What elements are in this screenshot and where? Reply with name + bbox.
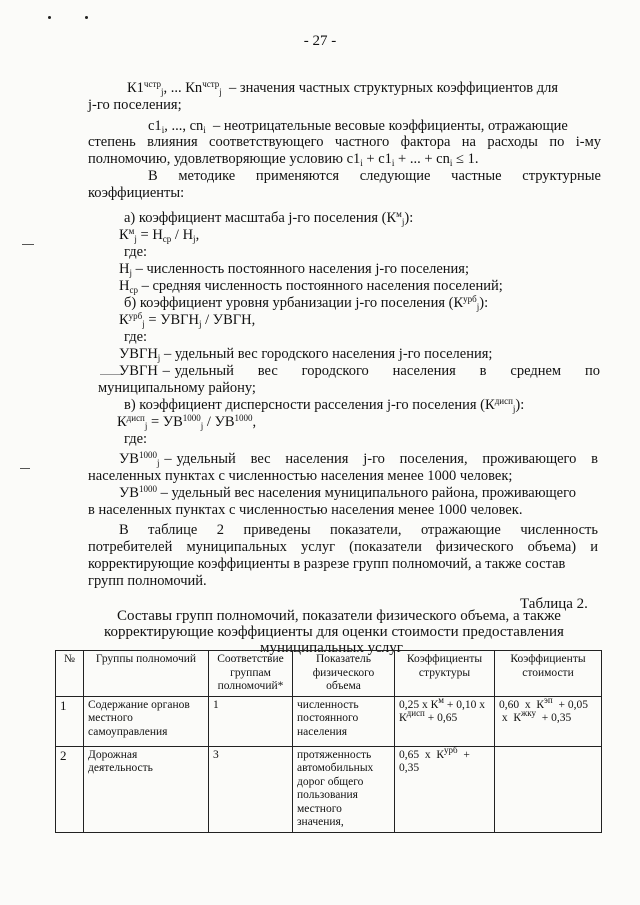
text-line: $К^{дисп}_j = УВ^{1000}_j / УВ^{1000}$, [117,413,257,431]
text-line: степень влияния соответствующего частного фактора на расходы по i-му [88,134,601,150]
text-line: $c1_i$, ..., $cn_i$ – неотрицательные весовые коэффициенты, отражающие [148,118,568,135]
row-indicator: протяженность автомобильных дорог общего пользования местного значения, [293,746,395,832]
text-line: полномочию, удовлетворяющие условию $c1_i + c1_i$ + ... + $cn_i \le 1$. [88,151,479,168]
row-num: 1 [56,696,84,746]
scan-speck [85,16,88,19]
text-line: $К^м_j = Н_{ср} / Н_j$, [119,226,200,244]
text-line: $Н_j$ – численность постоянного населения j-го поселения; [119,261,469,278]
table-header-row [56,651,602,697]
table-row [56,696,602,746]
text-line: где: [124,244,148,260]
row-match: 3 [209,746,293,832]
text-line: населенных пунктах с численностью населения менее 1000 человек; [88,468,513,484]
text-line: б) коэффициент уровня урбанизации j-го поселения $(К^{урб}_j)$: [124,294,489,312]
text-line: $УВ^{1000}$ – удельный вес населения муниципального района, проживающего [119,484,576,501]
row-group: Дорожная деятельность [84,746,209,832]
text-line: УВГН – удельный вес городского населения в среднем по [119,363,600,379]
row-num: 2 [56,746,84,832]
header-structure: Коэффициенты структуры [395,651,495,697]
row-structure: 0,25 х $К^м + 0,10$ х $К^{дисп} + 0,65$ [395,696,495,746]
table-label: Таблица 2. [520,596,588,612]
text-line: в) коэффициент дисперсности расселения j-го поселения $(К^{дисп}_j)$: [124,396,525,414]
text-line: групп полномочий. [88,573,207,589]
text-line: $Н_{ср}$ – средняя численность постоянного населения поселений; [119,278,503,295]
row-cost [495,746,602,832]
text-line: $К1^{чстр}_j$, ... $Кn^{чстр}_j$ – значения частных структурных коэффициентов для [127,79,559,97]
data-table [55,650,602,833]
scan-speck [48,16,51,19]
row-group: Содержание органов местного самоуправления [84,696,209,746]
text-line: потребителей муниципальных услуг (показатели физического объема) и [88,539,598,555]
row-indicator: численность постоянного населения [293,696,395,746]
table-caption-line-2: корректирующие коэффициенты для оценки стоимости предоставления [104,624,564,640]
header-groups: Группы полномочий [84,651,209,697]
text-line: где: [124,329,148,345]
text-line: В таблице 2 приведены показатели, отражающие численность [119,522,598,538]
margin-mark [22,244,34,245]
header-indicator: Показатель физического объема [293,651,395,697]
text-line: В методике применяются следующие частные структурные [148,168,601,184]
text-line: а) коэффициент масштаба j-го поселения $(К^м_j)$: [124,209,414,227]
row-cost: 0,60 х $К^{эп} + 0,05$ х $К^{жку} + 0,35$ [495,696,602,746]
text-line: муниципальному району; [98,380,256,396]
margin-mark [20,468,30,469]
text-line: $УВГН_j$ – удельный вес городского населения j-го поселения; [119,346,493,363]
text-line: $К^{урб}_j$ = $УВГН_j$ / УВГН, [119,311,256,329]
text-line: корректирующие коэффициенты в разрезе групп полномочий, а также состав [88,556,566,572]
row-match: 1 [209,696,293,746]
table-row [56,746,602,832]
header-num: № [56,651,84,697]
table-caption-line-3: муниципальных услуг [260,640,403,656]
text-line: j-го поселения; [88,97,182,113]
row-structure: 0,65 х $К^{урб} + 0,35$ [395,746,495,832]
text-line: $УВ^{1000}_j$ – удельный вес населения j-го поселения, проживающего в [119,450,598,468]
page-number: - 27 - [303,33,337,49]
text-line: в населенных пунктах с численностью населения менее 1000 человек. [88,502,523,518]
text-line: коэффициенты: [88,185,185,201]
text-line: где: [124,431,148,447]
header-match: Соответствие группам полномочий* [209,651,293,697]
header-cost: Коэффициенты стоимости [495,651,602,697]
table-caption-line-1: Составы групп полномочий, показатели физического объема, а также [117,608,561,624]
